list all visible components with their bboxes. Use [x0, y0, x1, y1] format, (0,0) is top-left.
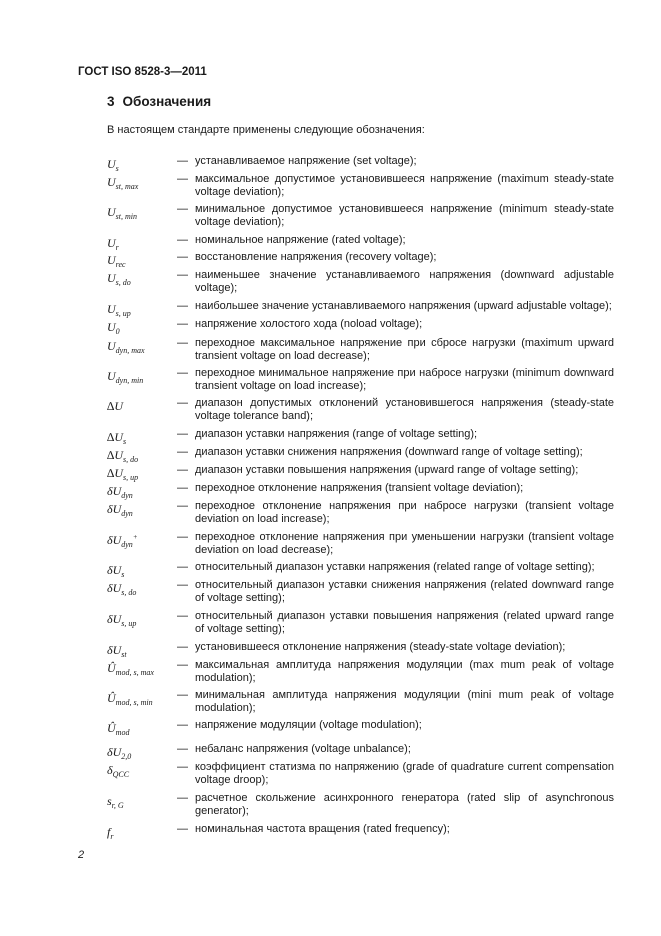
definition-text: напряжение холостого хода (noload voltage); [195, 318, 423, 330]
definition-text: номинальная частота вращения (rated frequency); [195, 823, 450, 835]
definition-text: небаланс напряжения (voltage unbalance); [195, 743, 411, 755]
definition-text: коэффициент статизма по напряжению (grade of quadrature current compensation voltage droop); [195, 761, 614, 786]
definition-dash: — [177, 318, 188, 330]
definition-symbol: $U_{dyn, max}$ [107, 339, 145, 355]
definition-dash: — [177, 792, 188, 804]
definition-text: максимальная амплитуда напряжения модуляции (max mum peak of voltage modulation); [195, 659, 614, 684]
definition-symbol: $\delta U_{st}$ [107, 643, 127, 659]
definition-symbol: $U_0$ [107, 320, 120, 336]
definition-dash: — [177, 397, 188, 409]
definition-dash: — [177, 482, 188, 494]
definition-symbol: $\delta U_{2,0}$ [107, 745, 132, 761]
definition-text: максимальное допустимое установившееся напряжение (maximum steady-state voltage deviation); [195, 173, 614, 198]
definition-dash: — [177, 531, 188, 543]
definition-symbol: $U_{s, up}$ [107, 302, 131, 318]
definition-symbol: $\delta U_{s, up}$ [107, 612, 137, 628]
definition-symbol: $s_{r, G}$ [107, 794, 124, 810]
definition-dash: — [177, 155, 188, 167]
definition-symbol: $Û_{mod, s, min}$ [107, 691, 153, 707]
definition-text: устанавливаемое напряжение (set voltage); [195, 155, 417, 167]
definition-symbol: $\Delta U_{s, do}$ [107, 448, 139, 464]
definition-symbol: $\delta U_s$ [107, 563, 125, 579]
definition-dash: — [177, 719, 188, 731]
definition-symbol: $U_r$ [107, 236, 119, 252]
definition-text: номинальное напряжение (rated voltage); [195, 234, 406, 246]
definition-text: установившееся отклонение напряжения (steady-state voltage deviation); [195, 641, 566, 653]
definition-text: диапазон уставки снижения напряжения (downward range of voltage setting); [195, 446, 583, 458]
definition-text: переходное минимальное напряжение при набросе нагрузки (minimum downward transient voltage on load increase); [195, 367, 614, 392]
definition-text: наименьшее значение устанавливаемого напряжения (downward adjustable voltage); [195, 269, 614, 294]
page-number: 2 [78, 849, 85, 861]
definition-text: относительный диапазон уставки повышения напряжения (related upward range of voltage setting); [195, 610, 614, 635]
definition-symbol: $Û_{mod, s, max}$ [107, 661, 154, 677]
definition-symbol: $\delta U_{dyn}$ [107, 484, 133, 500]
definition-dash: — [177, 251, 188, 263]
definition-dash: — [177, 579, 188, 591]
definition-symbol: $\Delta U_s$ [107, 430, 127, 446]
definition-text: расчетное скольжение асинхронного генератора (rated slip of asynchronous generator); [195, 792, 614, 817]
section-number: 3 [107, 94, 115, 109]
definition-dash: — [177, 203, 188, 215]
definition-dash: — [177, 500, 188, 512]
document-code: ГОСТ ISO 8528-3—2011 [78, 66, 207, 78]
definition-text: переходное отклонение напряжения при набросе нагрузки (transient voltage deviation on load increase); [195, 500, 614, 525]
definition-text: наибольшее значение устанавливаемого напряжения (upward adjustable voltage); [195, 300, 612, 312]
definition-symbol: $\delta_{QCC}$ [107, 763, 130, 779]
definition-dash: — [177, 641, 188, 653]
definition-text: диапазон уставки повышения напряжения (upward range of voltage setting); [195, 464, 579, 476]
definition-dash: — [177, 337, 188, 349]
definition-symbol: $U_{rec}$ [107, 253, 126, 269]
definition-symbol: $Û_{mod}$ [107, 721, 130, 737]
definition-dash: — [177, 743, 188, 755]
definition-symbol: $\delta U_{dyn}^+$ [107, 533, 138, 549]
definition-text: относительный диапазон уставки напряжения (related range of voltage setting); [195, 561, 595, 573]
definition-dash: — [177, 446, 188, 458]
definition-symbol: $\delta U_{s, do}$ [107, 581, 137, 597]
definition-dash: — [177, 659, 188, 671]
definition-text: диапазон допустимых отклонений установившегося напряжения (steady-state voltage tolerance band); [195, 397, 614, 422]
definition-symbol: $\Delta U_{s, up}$ [107, 466, 139, 482]
definition-text: минимальное допустимое установившееся напряжение (minimum steady-state voltage deviation); [195, 203, 614, 228]
definition-text: напряжение модуляции (voltage modulation); [195, 719, 422, 731]
definition-dash: — [177, 300, 188, 312]
definition-dash: — [177, 464, 188, 476]
definition-text: переходное отклонение напряжения (transient voltage deviation); [195, 482, 524, 494]
definition-dash: — [177, 689, 188, 701]
definition-dash: — [177, 561, 188, 573]
definition-dash: — [177, 234, 188, 246]
definition-symbol: $U_{dyn, min}$ [107, 369, 144, 385]
definition-symbol: ∆U [107, 399, 124, 413]
definition-text: минимальная амплитуда напряжения модуляции (mini mum peak of voltage modulation); [195, 689, 614, 714]
definition-text: переходное отклонение напряжения при уменьшении нагрузки (transient voltage deviation on load decrease); [195, 531, 614, 556]
definition-text: переходное максимальное напряжение при сбросе нагрузки (maximum upward transient voltage on load decrease); [195, 337, 614, 362]
definition-symbol: $U_{st, min}$ [107, 205, 138, 221]
definition-symbol: $f_r$ [107, 825, 114, 841]
definition-dash: — [177, 269, 188, 281]
definition-symbol: $\delta U_{dyn}$ [107, 502, 133, 518]
definition-symbol: $U_{s, do}$ [107, 271, 131, 287]
definition-symbol: $U_{st, max}$ [107, 175, 139, 191]
definition-text: относительный диапазон уставки снижения напряжения (related downward range of voltage setting); [195, 579, 614, 604]
definition-dash: — [177, 428, 188, 440]
definition-dash: — [177, 761, 188, 773]
definition-dash: — [177, 173, 188, 185]
definition-dash: — [177, 367, 188, 379]
definition-text: диапазон уставки напряжения (range of voltage setting); [195, 428, 478, 440]
definition-dash: — [177, 823, 188, 835]
intro-paragraph: В настоящем стандарте применены следующие обозначения: [107, 124, 425, 136]
section-title: Обозначения [122, 94, 212, 109]
definition-dash: — [177, 610, 188, 622]
definition-text: восстановление напряжения (recovery voltage); [195, 251, 437, 263]
definition-symbol: $U_s$ [107, 157, 119, 173]
